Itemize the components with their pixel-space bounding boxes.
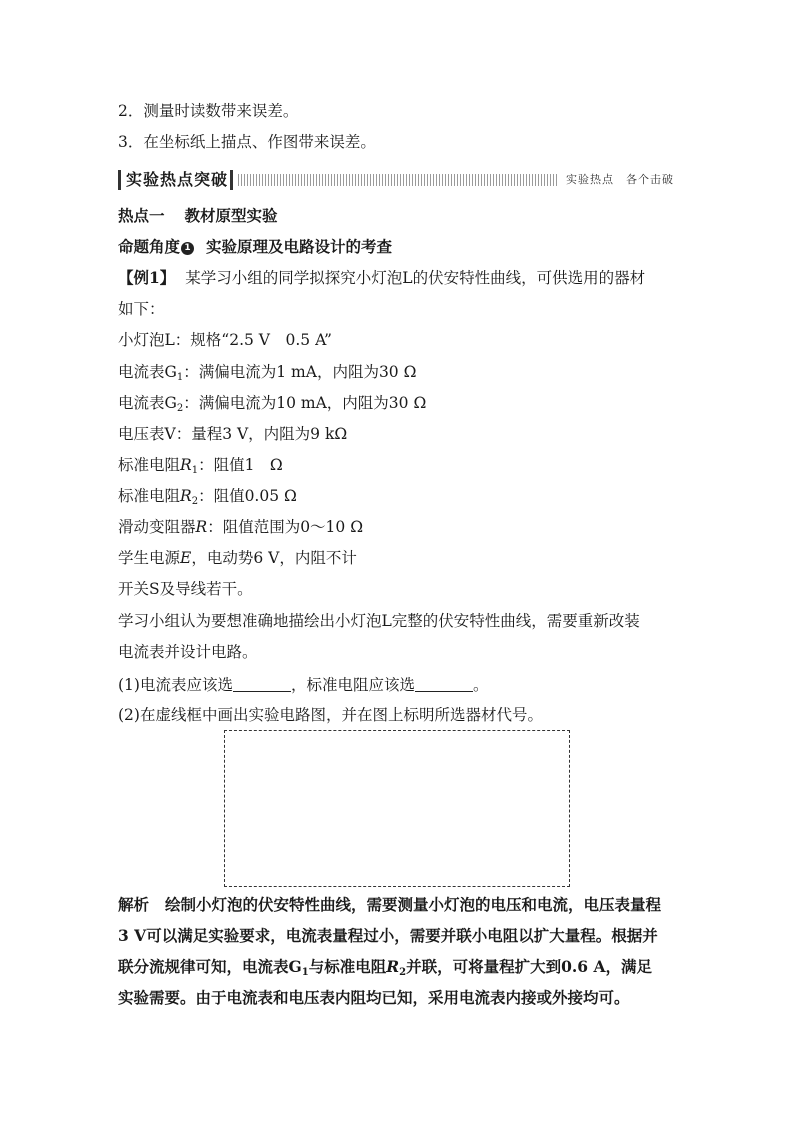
analysis-3b: 与标准电阻 xyxy=(308,957,387,976)
banner-divider-bar xyxy=(230,170,233,190)
analysis-3a: 联分流规律可知，电流表G xyxy=(118,957,302,976)
equipment-r2 xyxy=(118,485,678,507)
q1-text-a: (1)电流表应该选 xyxy=(118,676,233,694)
banner-left-bar xyxy=(118,170,121,190)
proposition-heading xyxy=(118,236,678,258)
r2-var: R xyxy=(180,487,192,505)
hotspot-title: 教材原型实验 xyxy=(184,206,278,225)
source-prefix: 学生电源 xyxy=(118,549,181,567)
r1-prefix: 标准电阻 xyxy=(118,456,181,474)
r2-suffix: ：阻值0.05 Ω xyxy=(198,487,297,505)
source-var: E xyxy=(180,549,192,567)
analysis-line-4: 实验需要。由于电流表和电压表内阻均已知，采用电流表内接或外接均可。 xyxy=(118,988,630,1007)
example-line-2: 如下： xyxy=(118,300,165,318)
statement-line-1: 学习小组认为要想准确地描绘出小灯泡L完整的伏安特性曲线，需要重新改装 xyxy=(118,612,640,630)
proposition-title: 实验原理及电路设计的考查 xyxy=(206,237,393,256)
hotspot-label: 热点一 xyxy=(118,206,165,225)
q1-text-b: ，标准电阻应该选 xyxy=(290,676,415,694)
error-item-2: 2．测量时读数带来误差。 xyxy=(118,102,299,120)
hotspot-heading xyxy=(118,205,678,227)
circuit-drawing-box[interactable] xyxy=(224,730,570,887)
analysis-3-var: R xyxy=(386,957,400,976)
equipment-rheostat xyxy=(118,516,678,538)
rheo-suffix: ：阻值范围为0～10 Ω xyxy=(207,518,364,536)
rheo-var: R xyxy=(195,518,208,536)
g2-prefix: 电流表G xyxy=(118,394,177,412)
equipment-voltmeter: 电压表V：量程3 V，内阻为9 kΩ xyxy=(118,425,348,443)
r1-var: R xyxy=(180,456,192,474)
answer-blank-2[interactable] xyxy=(415,677,473,692)
question-2: (2)在虚线框中画出实验电路图，并在图上标明所选器材代号。 xyxy=(118,706,543,724)
rheo-prefix: 滑动变阻器 xyxy=(118,518,196,536)
proposition-label: 命题角度 xyxy=(118,237,181,256)
question-1 xyxy=(118,674,678,696)
r1-suffix: ：阻值1 Ω xyxy=(198,456,283,474)
answer-blank-1[interactable] xyxy=(233,677,291,692)
example-label: 【例1】 xyxy=(118,268,176,287)
error-item-3: 3．在坐标纸上描点、作图带来误差。 xyxy=(118,133,376,151)
example-line-1 xyxy=(118,267,678,289)
number-one-icon: 1 xyxy=(181,242,194,255)
equipment-r1 xyxy=(118,454,678,476)
analysis-3c: 并联，可将量程扩大到0.6 A，满足 xyxy=(406,957,652,976)
equipment-g2 xyxy=(118,392,678,414)
section-banner xyxy=(118,170,678,190)
r1-sub: 1 xyxy=(191,465,199,476)
g1-prefix: 电流表G xyxy=(118,363,177,381)
analysis-line-3 xyxy=(118,956,678,978)
analysis-label: 解析 xyxy=(118,895,150,914)
equipment-switch: 开关S及导线若干。 xyxy=(118,580,253,598)
analysis-text-1: 绘制小灯泡的伏安特性曲线，需要测量小灯泡的电压和电流，电压表量程 xyxy=(165,895,662,914)
source-suffix: ，电动势6 V，内阻不计 xyxy=(191,549,357,567)
g1-suffix: ：满偏电流为1 mA，内阻为30 Ω xyxy=(183,363,417,381)
analysis-line-2: 3 V可以满足实验要求，电流表量程过小，需要并联小电阻以扩大量程。根据并 xyxy=(118,926,658,945)
example-text-1: 某学习小组的同学拟探究小灯泡L的伏安特性曲线，可供选用的器材 xyxy=(185,269,646,287)
banner-title: 实验热点突破 xyxy=(126,170,229,189)
g2-sub: 2 xyxy=(176,403,184,414)
equipment-lamp: 小灯泡L：规格“2.5 V 0.5 A” xyxy=(118,331,332,349)
equipment-g1 xyxy=(118,361,678,383)
banner-tag: 实验热点 各个击破 xyxy=(558,172,678,188)
q1-text-c: 。 xyxy=(472,676,489,694)
g2-suffix: ：满偏电流为10 mA，内阻为30 Ω xyxy=(183,394,427,412)
analysis-3-sub1: 1 xyxy=(301,967,309,978)
r2-sub: 2 xyxy=(191,496,199,507)
analysis-3-sub2: 2 xyxy=(399,967,407,978)
analysis-line-1 xyxy=(118,894,678,916)
r2-prefix: 标准电阻 xyxy=(118,487,181,505)
equipment-source xyxy=(118,547,678,569)
g1-sub: 1 xyxy=(176,372,184,383)
statement-line-2: 电流表并设计电路。 xyxy=(118,643,258,661)
